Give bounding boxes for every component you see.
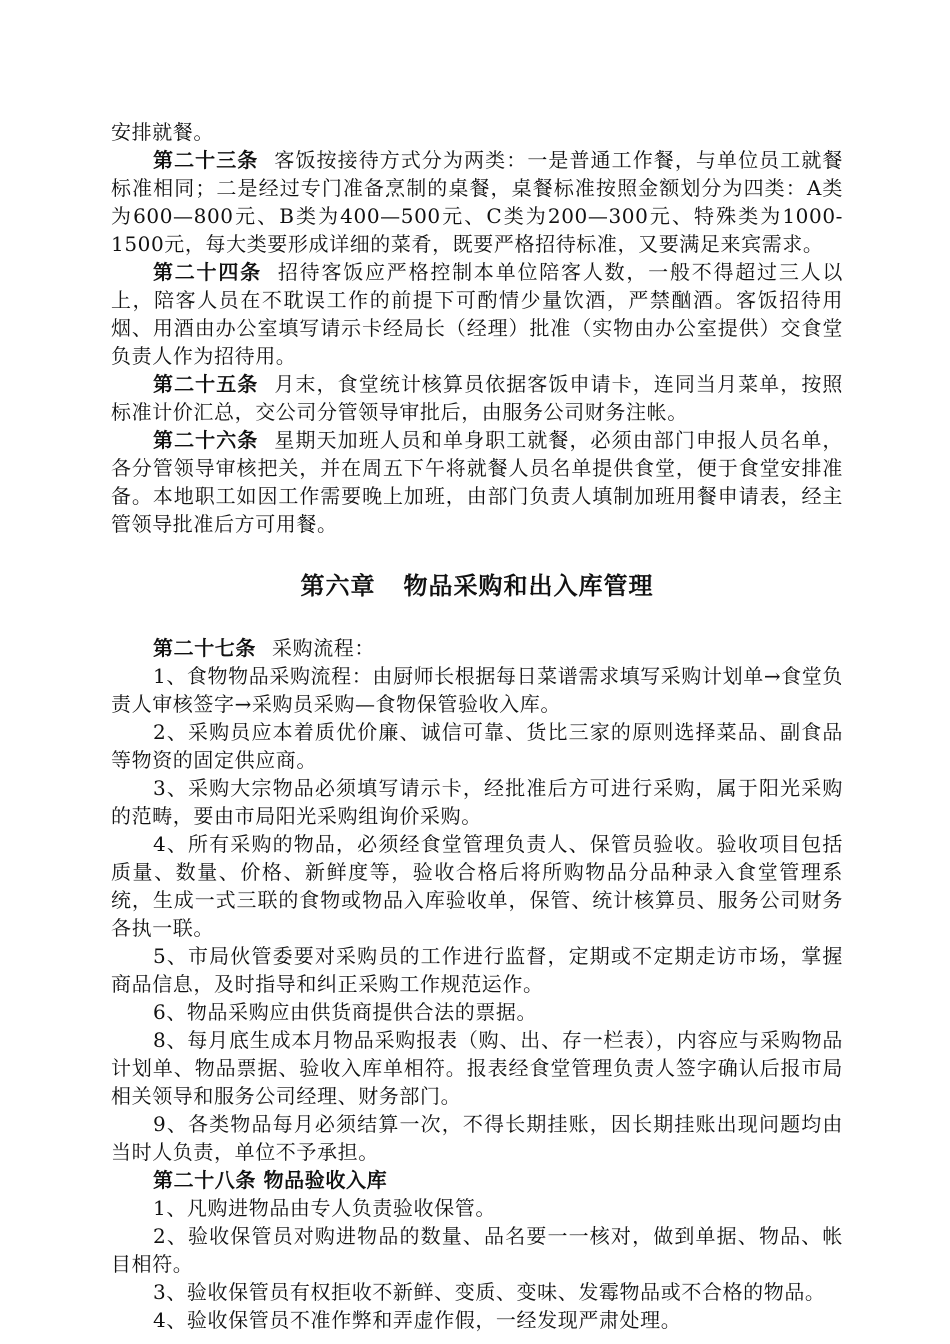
article-label: 第二十六条 — [153, 428, 259, 452]
article-label: 第二十五条 — [153, 372, 259, 396]
list-item: 4、所有采购的物品，必须经食堂管理负责人、保管员验收。验收项目包括质量、数量、价格、新鲜度等，验收合格后将所购物品分品种录入食堂管理系统，生成一式三联的食物或物品入库验收单，保管、统计核算员、服务公司财务各执一联。 — [111, 832, 843, 940]
article-label: 第二十四条 — [153, 260, 262, 284]
article-heading: 采购流程： — [272, 636, 375, 660]
list-item: 6、物品采购应由供货商提供合法的票据。 — [153, 1000, 538, 1024]
article-text: 招待客饭应严格控制本单位陪客人数，一般不得超过三人以上，陪客人员在不耽误工作的前提下可酌情少量饮酒，严禁酗酒。客饭招待用烟、用酒由办公室填写请示卡经局长（经理）批准（实物由办公室提供）交食堂负责人作为招待用。 — [111, 260, 843, 368]
document-page — [111, 118, 843, 1334]
article-label: 第二十三条 — [153, 148, 259, 172]
list-item: 4、验收保管员不准作弊和弄虚作假，一经发现严肃处理。 — [153, 1308, 682, 1332]
chapter-title: 物品采购和出入库管理 — [403, 572, 654, 600]
article-24 — [111, 258, 843, 370]
article-text: 客饭按接待方式分为两类：一是普通工作餐，与单位员工就餐标准相同；二是经过专门准备烹制的桌餐，桌餐标准按照金额划分为四类：A类为600—800元、B类为400—500元、C类为200—300元、特殊类为1000-1500元，每大类要形成详细的菜肴，既要严格招待标准，又要满足来宾需求。 — [111, 148, 844, 256]
chapter-number: 第六章 — [300, 572, 376, 600]
list-item: 9、各类物品每月必须结算一次，不得长期挂账，因长期挂账出现问题均由当时人负责，单位不予承担。 — [111, 1112, 843, 1164]
article-23 — [111, 146, 843, 258]
intro-line: 安排就餐。 — [111, 120, 214, 144]
article-26 — [111, 426, 843, 538]
article-28-heading — [111, 1166, 843, 1194]
list-item: 8、每月底生成本月物品采购报表（购、出、存一栏表），内容应与采购物品计划单、物品票据、验收入库单相符。报表经食堂管理负责人签字确认后报市局相关领导和服务公司经理、财务部门。 — [111, 1028, 843, 1108]
article-label: 第二十七条 — [153, 636, 256, 660]
list-item: 3、验收保管员有权拒收不新鲜、变质、变味、发霉物品或不合格的物品。 — [153, 1280, 826, 1304]
chapter-heading — [111, 568, 843, 604]
article-27-items — [111, 662, 843, 1166]
list-item: 2、采购员应本着质优价廉、诚信可靠、货比三家的原则选择菜品、副食品等物资的固定供应商。 — [111, 720, 843, 772]
article-25 — [111, 370, 843, 426]
list-item: 5、市局伙管委要对采购员的工作进行监督，定期或不定期走访市场，掌握商品信息，及时指导和纠正采购工作规范运作。 — [111, 944, 843, 996]
article-heading: 物品验收入库 — [263, 1168, 388, 1192]
article-text: 月末，食堂统计核算员依据客饭申请卡，连同当月菜单，按照标准计价汇总，交公司分管领导审批后，由服务公司财务注帐。 — [111, 372, 844, 424]
list-item: 1、食物物品采购流程：由厨师长根据每日菜谱需求填写采购计划单→食堂负责人审核签字→采购员采购—食物保管验收入库。 — [111, 664, 843, 716]
list-item: 1、凡购进物品由专人负责验收保管。 — [153, 1196, 496, 1220]
article-28-items — [111, 1194, 843, 1334]
list-item: 2、验收保管员对购进物品的数量、品名要一一核对，做到单据、物品、帐目相符。 — [111, 1224, 843, 1276]
article-label: 第二十八条 — [153, 1168, 256, 1192]
article-text: 星期天加班人员和单身职工就餐，必须由部门申报人员名单，各分管领导审核把关，并在周五下午将就餐人员名单提供食堂，便于食堂安排准备。本地职工如因工作需要晚上加班，由部门负责人填制加班用餐申请表，经主管领导批准后方可用餐。 — [111, 428, 844, 536]
article-27-heading — [111, 634, 843, 662]
list-item: 3、采购大宗物品必须填写请示卡，经批准后方可进行采购，属于阳光采购的范畴，要由市局阳光采购组询价采购。 — [111, 776, 843, 828]
